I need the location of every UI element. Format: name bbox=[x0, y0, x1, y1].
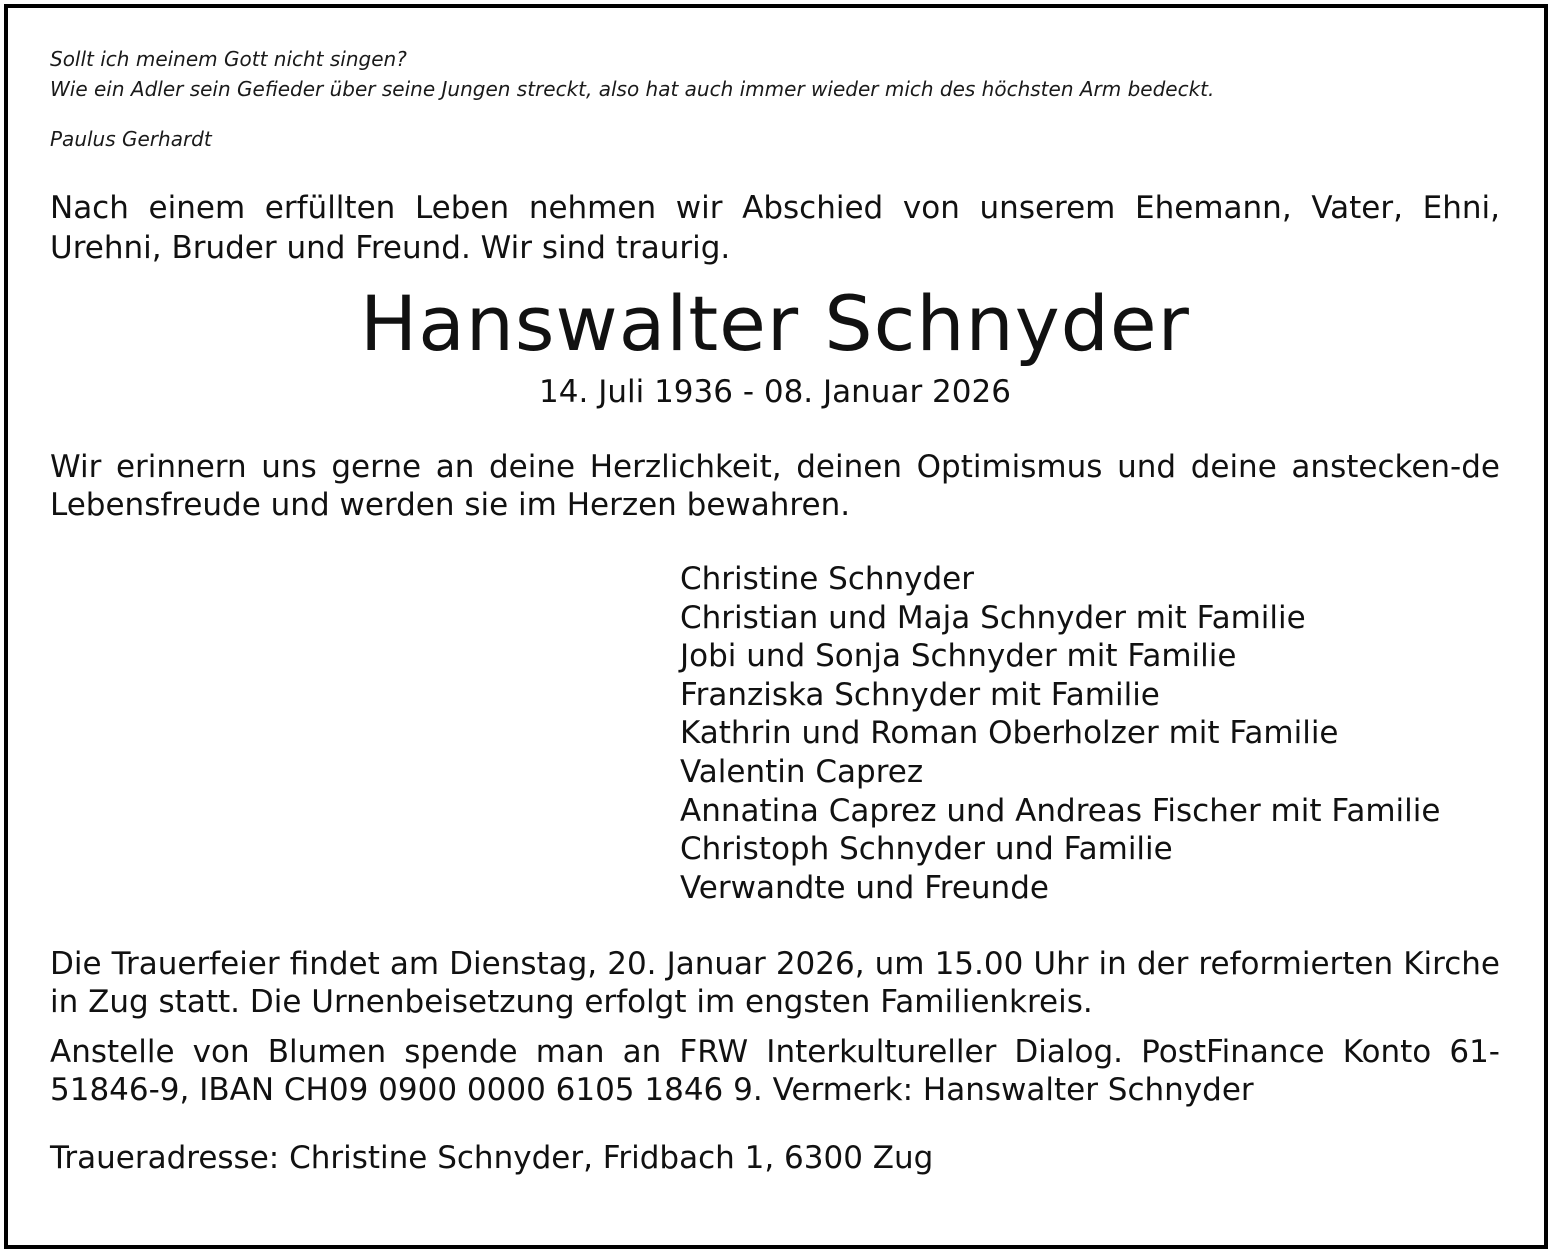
mourner-item: Christine Schnyder bbox=[680, 561, 975, 597]
motto-line-2: Wie ein Adler sein Gefieder über seine Jungen streckt, also hat auch immer wieder mich des höchsten Arm bedeckt. bbox=[50, 77, 1215, 101]
mourner-item: Annatina Caprez und Andreas Fischer mit Familie bbox=[680, 792, 1441, 829]
deceased-name: Hanswalter Schnyder bbox=[360, 279, 1190, 368]
mourners-list bbox=[680, 560, 1500, 907]
motto-author: Paulus Gerhardt bbox=[50, 127, 212, 151]
mourner-item: Jobi und Sonja Schnyder mit Familie bbox=[680, 638, 1237, 675]
mourner-item: Valentin Caprez bbox=[680, 753, 924, 790]
motto-line-1: Sollt ich meinem Gott nicht singen? bbox=[50, 47, 407, 71]
mourner-item: Christian und Maja Schnyder mit Familie bbox=[680, 599, 1306, 636]
mourner-item: Verwandte und Freunde bbox=[680, 869, 1049, 906]
service-info: Die Trauerfeier findet am Dienstag, 20. Januar 2026, um 15.00 Uhr in der reformierten Kirche in Zug statt. Die Urnenbeisetzung erfolgt im engsten Familienkreis. bbox=[50, 946, 1500, 1021]
mourner-item: Kathrin und Roman Oberholzer mit Familie bbox=[680, 715, 1339, 752]
mourner-item: Christoph Schnyder und Familie bbox=[680, 831, 1173, 868]
memory-text bbox=[50, 448, 1500, 524]
mourner-item: Franziska Schnyder mit Familie bbox=[680, 676, 1160, 713]
motto-quote bbox=[50, 44, 1500, 104]
donation-info: Anstelle von Blumen spende man an FRW Interkultureller Dialog. PostFinance Konto 61-51846-9, IBAN CH09 0900 0000 6105 1846 9. Vermerk: Hanswalter Schnyder bbox=[50, 1034, 1500, 1109]
life-dates: 14. Juli 1936 - 08. Januar 2026 bbox=[539, 374, 1011, 410]
intro-text: Nach einem erfüllten Leben nehmen wir Abschied von unserem Ehemann, Vater, Ehni, Urehni, Bruder und Freund. Wir sind traurig. bbox=[50, 190, 1500, 266]
mourning-address: Traueradresse: Christine Schnyder, Fridbach 1, 6300 Zug bbox=[50, 1140, 934, 1177]
memory-text-content: Wir erinnern uns gerne an deine Herzlichkeit, deinen Optimismus und deine anstecken-de Lebensfreude und werden sie im Herzen bewahren. bbox=[50, 449, 1500, 523]
obituary-notice bbox=[50, 44, 1500, 1177]
